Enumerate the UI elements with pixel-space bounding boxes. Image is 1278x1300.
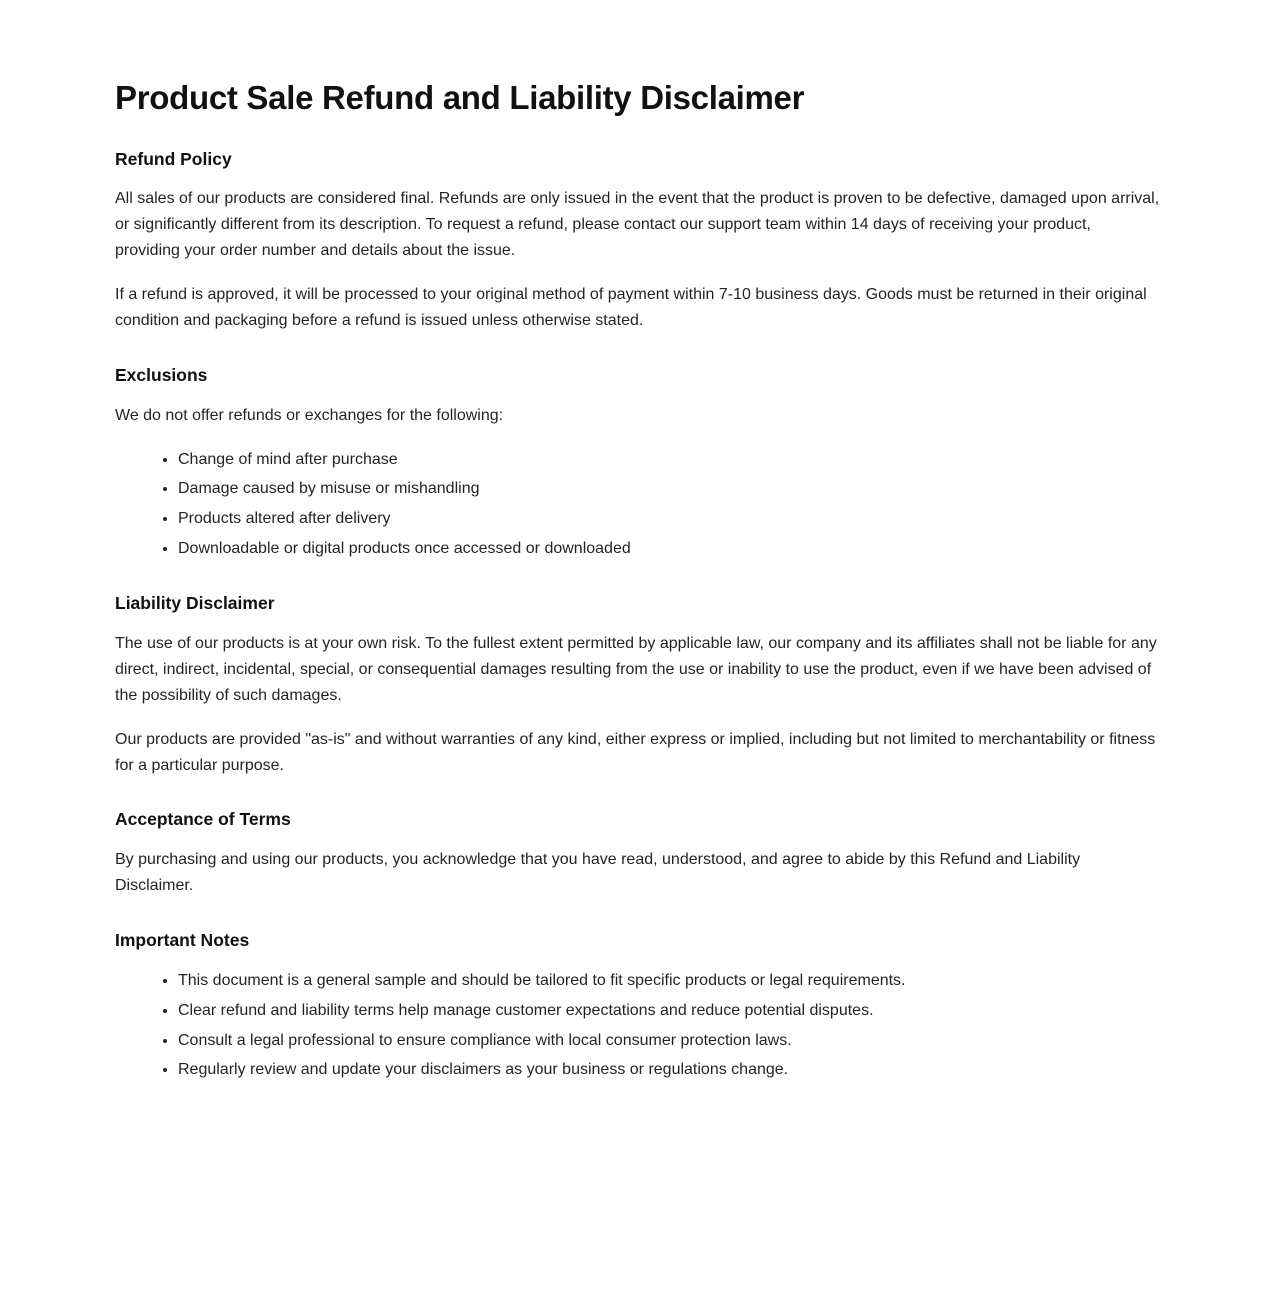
document-sections	[115, 148, 1160, 1084]
paragraph: All sales of our products are considered final. Refunds are only issued in the event that the product is proven to be defective, damaged upon arrival, or significantly different from its description. To request a refund, please contact our support team within 14 days of receiving your product, providing your order number and details about the issue.	[115, 190, 1160, 260]
document-section	[115, 148, 1160, 334]
list-item: • Clear refund and liability terms help manage customer expectations and reduce potential disputes.	[178, 998, 1160, 1024]
list-item: • Products altered after delivery	[178, 506, 1160, 532]
bullet-list	[115, 968, 1160, 1084]
document-section	[115, 364, 1160, 562]
list-item: • Consult a legal professional to ensure compliance with local consumer protection laws.	[178, 1028, 1160, 1054]
document-section	[115, 808, 1160, 899]
section-heading: Refund Policy	[115, 148, 232, 169]
list-item: • Change of mind after purchase	[178, 447, 1160, 473]
section-heading: Acceptance of Terms	[115, 809, 291, 830]
section-heading: Important Notes	[115, 930, 250, 950]
section-heading: Liability Disclaimer	[115, 593, 275, 614]
paragraph: By purchasing and using our products, you acknowledge that you have read, understood, and agree to abide by this Refund and Liability Disclaimer.	[115, 851, 1081, 895]
paragraph: Our products are provided "as-is" and without warranties of any kind, either express or implied, including but not limited to merchantability or fitness for a particular purpose.	[115, 730, 1156, 774]
paragraph: If a refund is approved, it will be processed to your original method of payment within 7-10 business days. Goods must be returned in their original condition and packaging before a refund is issued unless otherwise stated.	[115, 286, 1147, 329]
paragraph: The use of our products is at your own risk. To the fullest extent permitted by applicable law, our company and its affiliates shall not be liable for any direct, indirect, incidental, special, or consequential damages resulting from the use or inability to use the product, even if we have been advised of the possibility of such damages.	[115, 634, 1157, 704]
document-section	[115, 929, 1160, 1083]
document-section	[115, 592, 1160, 778]
list-item: • This document is a general sample and should be tailored to fit specific products or legal requirements.	[178, 968, 1160, 994]
paragraph: We do not offer refunds or exchanges for the following:	[115, 406, 504, 424]
bullet-list	[115, 447, 1160, 563]
list-item: • Downloadable or digital products once accessed or downloaded	[178, 536, 1160, 562]
list-item: • Regularly review and update your disclaimers as your business or regulations change.	[178, 1057, 1160, 1083]
page-title: Product Sale Refund and Liability Disclaimer	[115, 79, 805, 116]
section-heading: Exclusions	[115, 364, 208, 385]
list-item: • Damage caused by misuse or mishandling	[178, 476, 1160, 502]
